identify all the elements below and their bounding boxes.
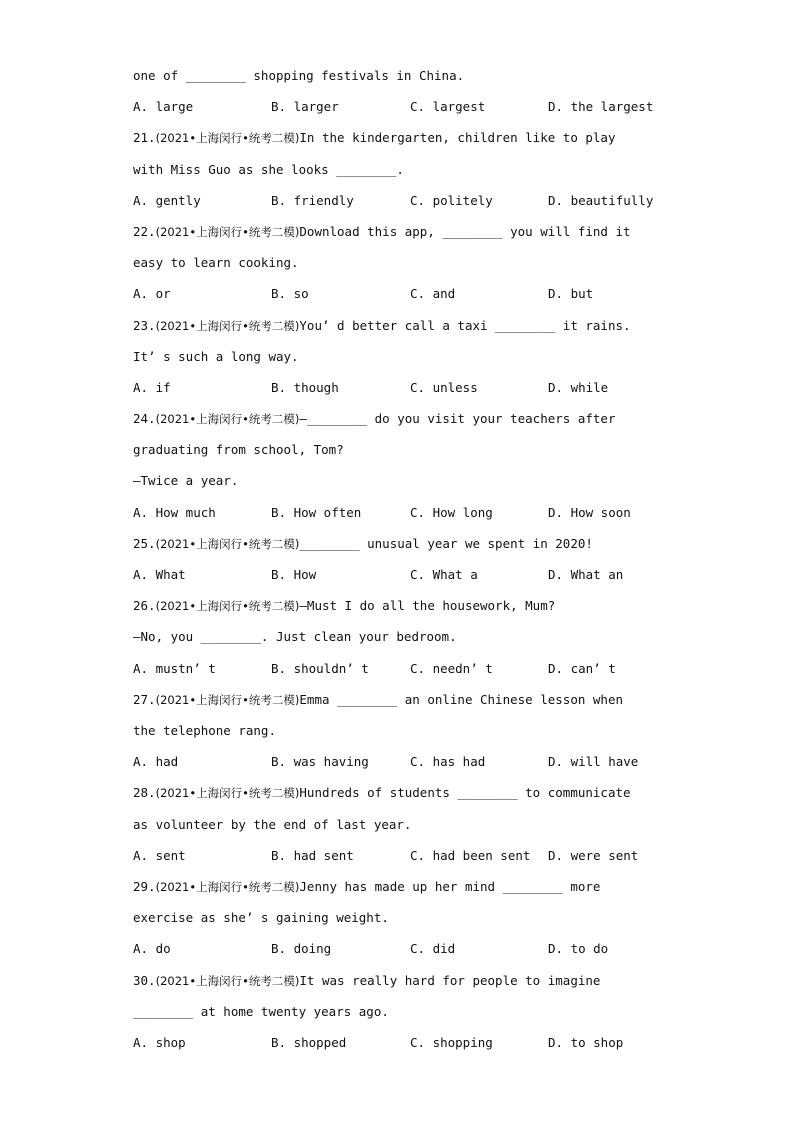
q21-number: 21.: [133, 130, 156, 145]
q20-option-c: C. largest: [410, 99, 486, 114]
q29-number: 29.: [133, 879, 156, 894]
q24-text: —________ do you visit your teachers after: [299, 411, 616, 426]
q28-option-d: D. were sent: [548, 848, 639, 863]
q29-option-a: A. do: [133, 941, 171, 956]
q24-option-d: D. How soon: [548, 505, 631, 520]
q26-options: [0, 661, 794, 677]
q27-option-c: C. has had: [410, 754, 486, 769]
q27-options: [0, 754, 794, 770]
q22-number: 22.: [133, 224, 156, 239]
q24-stem-line3: —Twice a year.: [133, 473, 239, 488]
q30-options: [0, 1035, 794, 1051]
q27-number: 27.: [133, 692, 156, 707]
q23-option-c: C. unless: [410, 380, 478, 395]
q26-number: 26.: [133, 598, 156, 613]
q23-options: [0, 380, 794, 396]
q24-options: [0, 505, 794, 521]
q22-stem-line2: easy to learn cooking.: [133, 255, 299, 270]
q26-stem-line1: [133, 598, 555, 614]
q30-option-c: C. shopping: [410, 1035, 493, 1050]
q29-source: (2021•上海闵行•统考二模): [155, 880, 300, 894]
q21-option-a: A. gently: [133, 193, 201, 208]
q20-stem-line: one of ________ shopping festivals in China.: [133, 68, 465, 83]
q25-source: (2021•上海闵行•统考二模): [155, 537, 300, 551]
q23-option-d: D. while: [548, 380, 609, 395]
q20-option-a: A. large: [133, 99, 194, 114]
q26-stem-line2: —No, you ________. Just clean your bedroom.: [133, 629, 457, 644]
q22-option-d: D. but: [548, 286, 594, 301]
q23-stem-line2: It’ s such a long way.: [133, 349, 299, 364]
q21-stem-line2: with Miss Guo as she looks ________.: [133, 162, 404, 177]
q23-source: (2021•上海闵行•统考二模): [155, 319, 300, 333]
q22-text: Download this app, ________ you will find it: [299, 224, 631, 239]
q28-source: (2021•上海闵行•统考二模): [155, 786, 300, 800]
q29-text: Jenny has made up her mind ________ more: [299, 879, 601, 894]
q24-option-b: B. How often: [271, 505, 362, 520]
q25-option-d: D. What an: [548, 567, 624, 582]
q25-option-b: B. How: [271, 567, 317, 582]
q21-text: In the kindergarten, children like to play: [299, 130, 616, 145]
q30-option-d: D. to shop: [548, 1035, 624, 1050]
q28-stem-line2: as volunteer by the end of last year.: [133, 817, 412, 832]
q21-options: [0, 193, 794, 209]
q28-option-b: B. had sent: [271, 848, 354, 863]
q25-option-c: C. What a: [410, 567, 478, 582]
q30-option-b: B. shopped: [271, 1035, 347, 1050]
q23-stem-line1: [133, 318, 631, 334]
q27-stem-line2: the telephone rang.: [133, 723, 276, 738]
q24-stem-line1: [133, 411, 615, 427]
q30-option-a: A. shop: [133, 1035, 186, 1050]
q29-option-c: C. did: [410, 941, 456, 956]
q21-option-c: C. politely: [410, 193, 493, 208]
q26-text: —Must I do all the housework, Mum?: [299, 598, 556, 613]
q21-option-b: B. friendly: [271, 193, 354, 208]
q22-option-b: B. so: [271, 286, 309, 301]
q29-options: [0, 941, 794, 957]
q22-stem-line1: [133, 224, 631, 240]
q28-options: [0, 848, 794, 864]
q30-text: It was really hard for people to imagine: [299, 973, 601, 988]
q29-option-b: B. doing: [271, 941, 332, 956]
q26-option-a: A. mustn’ t: [133, 661, 216, 676]
q27-option-d: D. will have: [548, 754, 639, 769]
q30-number: 30.: [133, 973, 156, 988]
q28-option-c: C. had been sent: [410, 848, 531, 863]
q26-option-c: C. needn’ t: [410, 661, 493, 676]
q28-text: Hundreds of students ________ to communicate: [299, 785, 631, 800]
q22-option-c: C. and: [410, 286, 456, 301]
q24-source: (2021•上海闵行•统考二模): [155, 412, 300, 426]
q28-number: 28.: [133, 785, 156, 800]
q24-stem-line2: graduating from school, Tom?: [133, 442, 344, 457]
q24-number: 24.: [133, 411, 156, 426]
q25-number: 25.: [133, 536, 156, 551]
q27-text: Emma ________ an online Chinese lesson when: [299, 692, 623, 707]
q21-stem-line1: [133, 130, 615, 146]
q30-stem-line1: [133, 973, 600, 989]
q23-text: You’ d better call a taxi ________ it rains.: [299, 318, 631, 333]
q25-stem-line1: [133, 536, 593, 552]
q23-option-a: A. if: [133, 380, 171, 395]
q28-stem-line1: [133, 785, 631, 801]
q23-option-b: B. though: [271, 380, 339, 395]
q24-option-a: A. How much: [133, 505, 216, 520]
q20-options: [0, 99, 794, 115]
q23-number: 23.: [133, 318, 156, 333]
q21-source: (2021•上海闵行•统考二模): [155, 131, 300, 145]
q29-stem-line2: exercise as she’ s gaining weight.: [133, 910, 389, 925]
q27-option-a: A. had: [133, 754, 179, 769]
q30-stem-line2: ________ at home twenty years ago.: [133, 1004, 389, 1019]
q26-source: (2021•上海闵行•统考二模): [155, 599, 300, 613]
q20-option-b: B. larger: [271, 99, 339, 114]
q20-option-d: D. the largest: [548, 99, 654, 114]
q22-options: [0, 286, 794, 302]
q24-option-c: C. How long: [410, 505, 493, 520]
q29-option-d: D. to do: [548, 941, 609, 956]
q26-option-d: D. can’ t: [548, 661, 616, 676]
q27-source: (2021•上海闵行•统考二模): [155, 693, 300, 707]
q25-options: [0, 567, 794, 583]
q21-option-d: D. beautifully: [548, 193, 654, 208]
q30-source: (2021•上海闵行•统考二模): [155, 974, 300, 988]
q27-stem-line1: [133, 692, 623, 708]
q29-stem-line1: [133, 879, 600, 895]
q22-source: (2021•上海闵行•统考二模): [155, 225, 300, 239]
q27-option-b: B. was having: [271, 754, 369, 769]
q28-option-a: A. sent: [133, 848, 186, 863]
q26-option-b: B. shouldn’ t: [271, 661, 369, 676]
q22-option-a: A. or: [133, 286, 171, 301]
q25-text: ________ unusual year we spent in 2020!: [299, 536, 593, 551]
q25-option-a: A. What: [133, 567, 186, 582]
